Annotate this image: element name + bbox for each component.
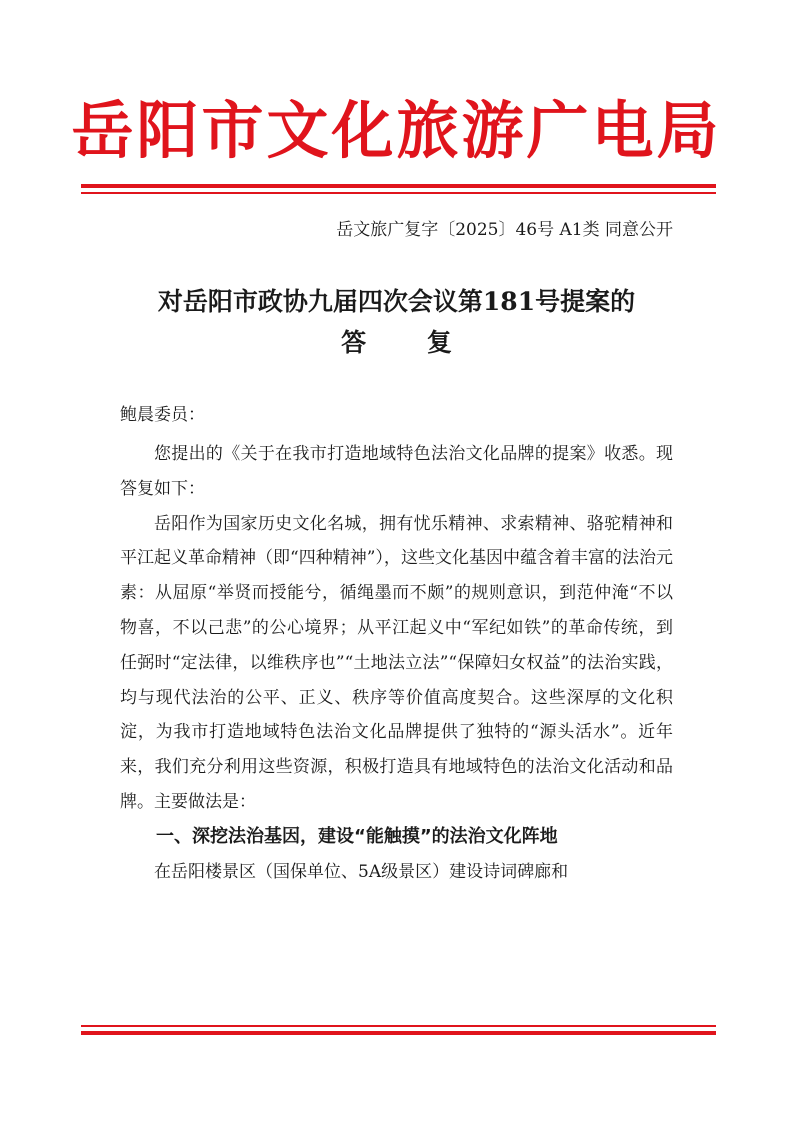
document-body	[120, 437, 673, 889]
document-title-line-2: 答 复	[341, 328, 478, 357]
footer-rule-thick	[81, 1031, 716, 1035]
document-title-line-1: 对岳阳市政协九届四次会议第181号提案的	[157, 287, 636, 316]
header-rule-thin	[81, 192, 716, 194]
agency-masthead: 岳阳市文化旅游广电局	[71, 94, 722, 167]
footer-rule-thin	[81, 1025, 716, 1027]
section-heading: 一、深挖法治基因，建设“能触摸”的法治文化阵地	[156, 825, 558, 847]
salutation: 鲍晨委员：	[120, 405, 205, 425]
body-paragraph: 岳阳作为国家历史文化名城，拥有忧乐精神、求索精神、骆驼精神和平江起义革命精神（即“四种精神”），这些文化基因中蕴含着丰富的法治元素：从屈原“举贤而授能兮，循绳墨而不颇”的规则意识，到范仲淹“不以物喜，不以己悲”的公心境界；从平江起义中“军纪如铁”的革命传统，到任弼时“定法律，以维秩序也”“土地法立法”“保障妇女权益”的法治实践，均与现代法治的公平、正义、秩序等价值高度契合。这些深厚的文化积淀，为我市打造地域特色法治文化品牌提供了独特的“源头活水”。近年来，我们充分利用这些资源，积极打造具有地域特色的法治文化活动和品牌。主要做法是：	[120, 513, 673, 812]
body-paragraph: 您提出的《关于在我市打造地域特色法治文化品牌的提案》收悉。现答复如下：	[120, 444, 673, 499]
header-rule-thick	[81, 184, 716, 188]
document-number: 岳文旅广复字〔2025〕46号 A1类 同意公开	[336, 220, 673, 240]
body-paragraph: 在岳阳楼景区（国保单位、5A级景区）建设诗词碑廊和	[154, 861, 569, 882]
